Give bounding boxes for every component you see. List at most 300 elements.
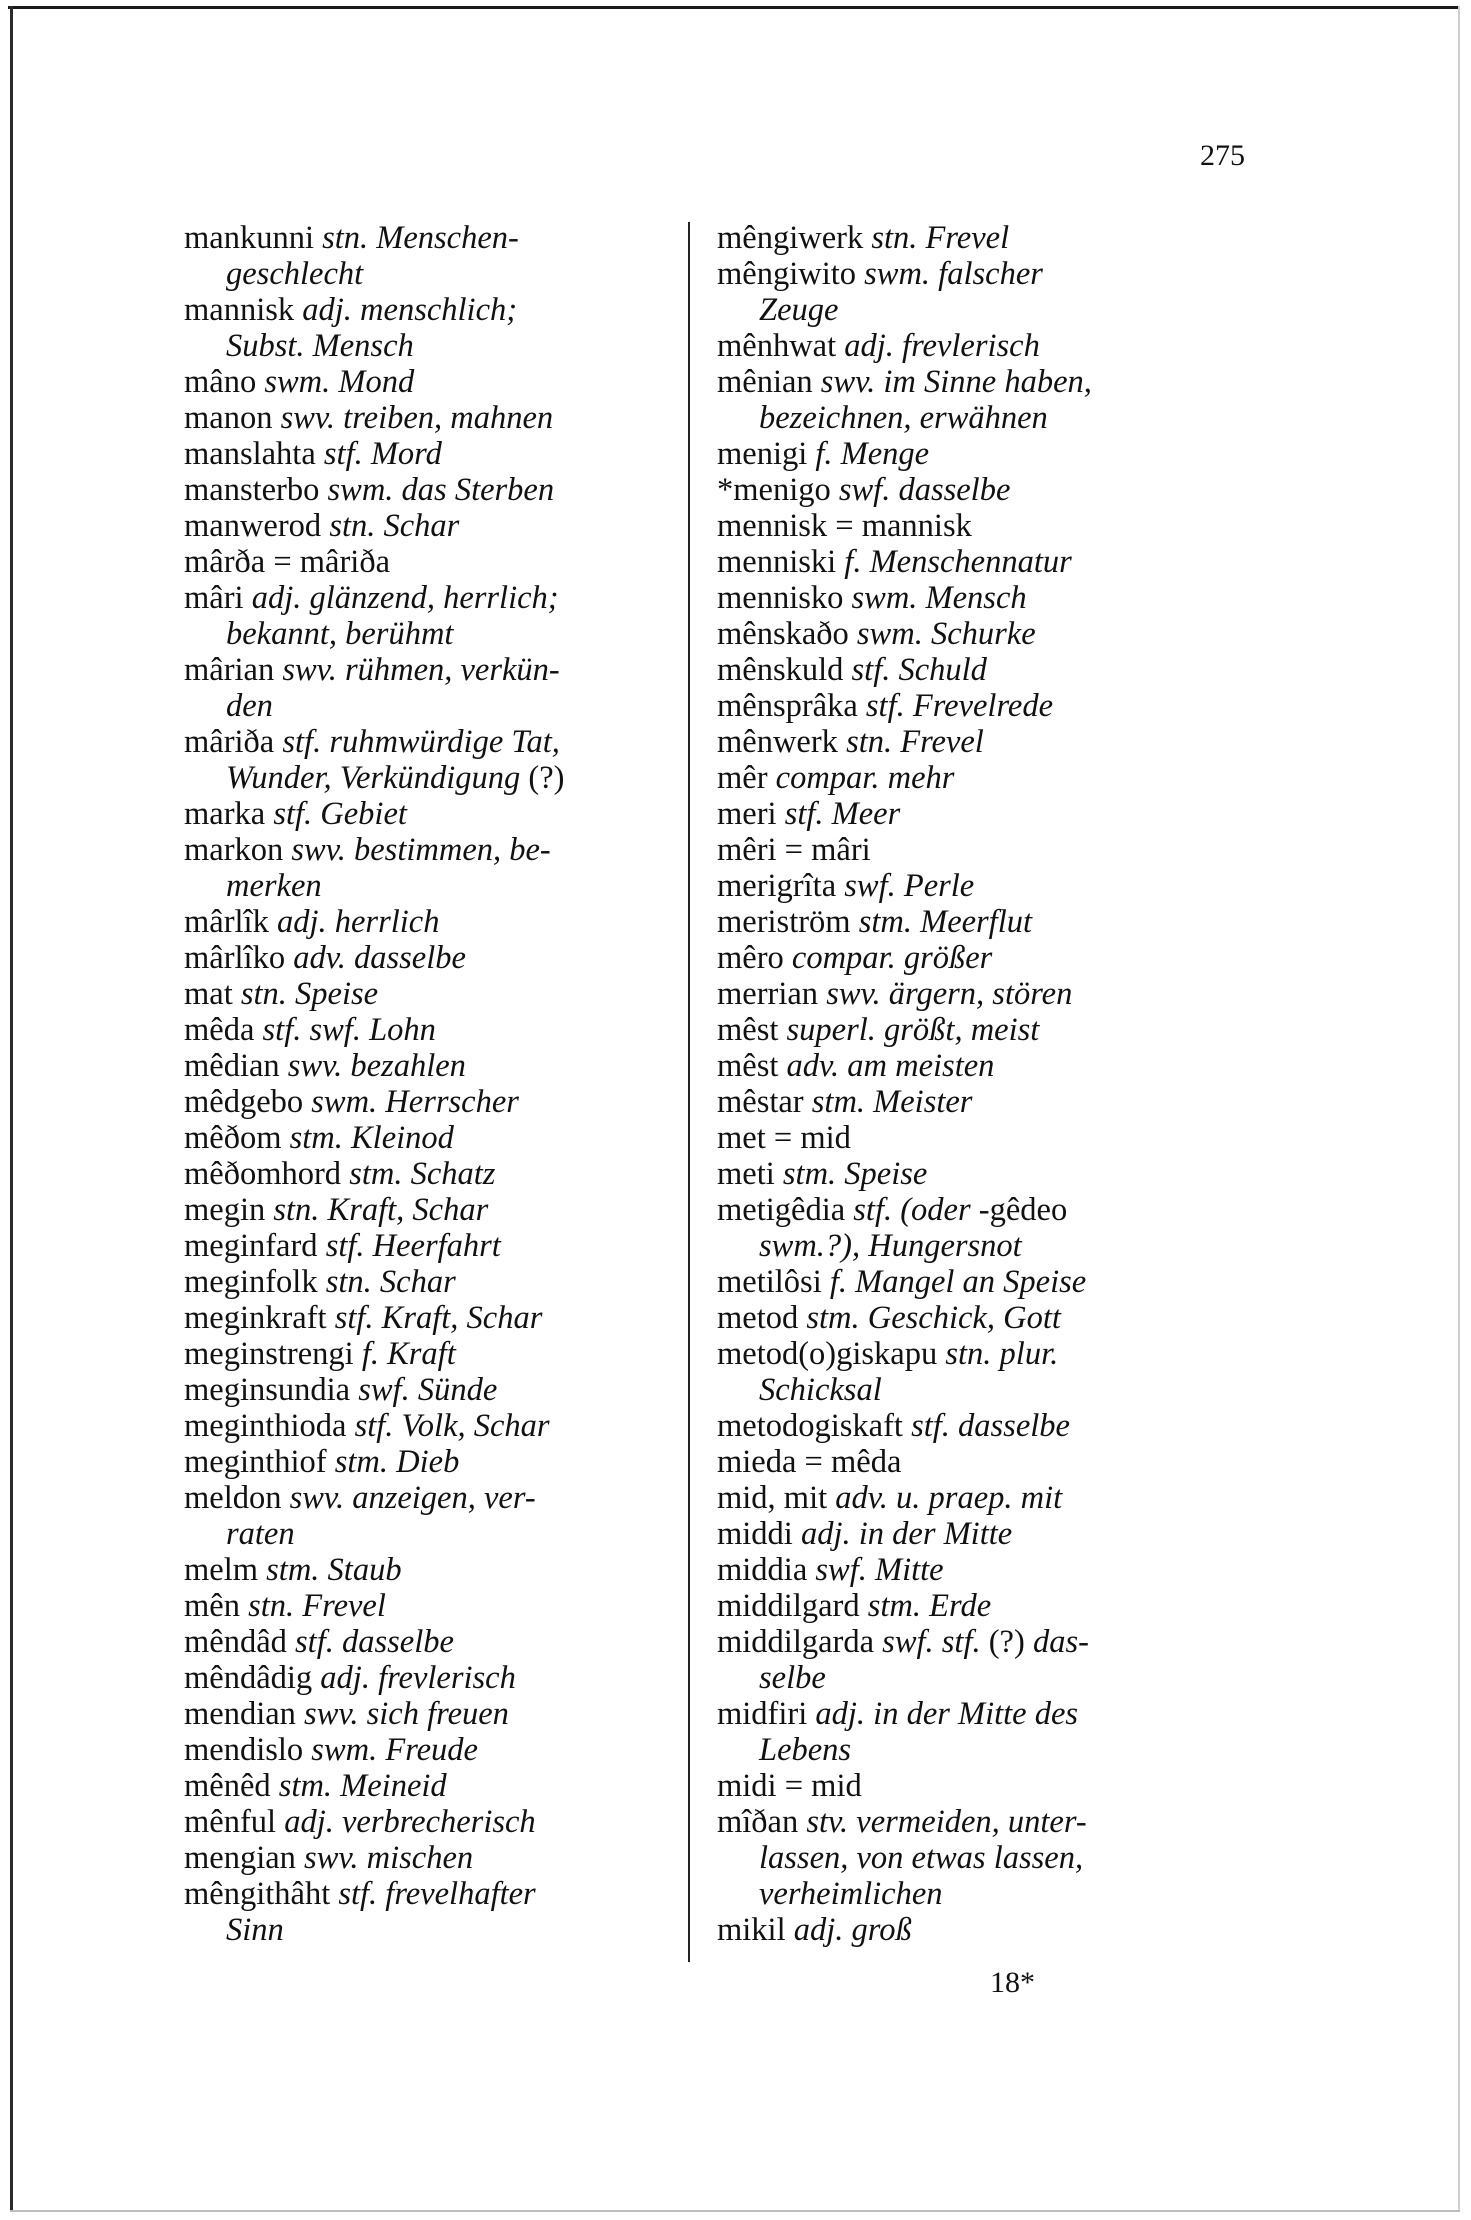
entry-line [717,1912,912,1948]
entry-headword: mârlîk [184,904,277,940]
entry-line [717,220,1009,256]
entry-line [717,1156,927,1192]
entry-line [184,1012,436,1048]
entry-headword: mênskaðo [717,616,857,652]
entry-headword: megin [184,1192,274,1228]
entry-headword: mêr [717,760,776,796]
entry-headword: metilôsi [717,1264,830,1300]
entry-line [717,436,929,472]
entry-continuation [717,1876,1217,1912]
entry-gloss: selbe [759,1660,826,1696]
entry-headword: mêdian [184,1048,288,1084]
entry-line [717,652,987,688]
dictionary-entry [717,1408,1217,1444]
entry-headword: mêdgebo [184,1084,312,1120]
entry-headword: mênwerk [717,724,847,760]
entry-gloss: swv. mischen [304,1840,474,1876]
entry-line [184,1336,456,1372]
dictionary-entry [717,1120,1217,1156]
entry-headword: mênian [717,364,821,400]
entry-line [717,1552,944,1588]
dictionary-entry [717,580,1217,616]
entry-headword: middilgard [717,1588,868,1624]
entry-line [184,1408,550,1444]
entry-headword: mêndâdig [184,1660,321,1696]
entry-headword: meginthiof [184,1444,335,1480]
entry-line [717,688,1053,724]
entry-line [717,1408,1070,1444]
entry-line [184,796,407,832]
entry-gloss: stf. Gebiet [273,796,407,832]
dictionary-entry [184,832,679,904]
entry-gloss: swv. ärgern, stören [826,976,1073,1012]
dictionary-entry [184,796,679,832]
entry-gloss: swm. das Sterben [327,472,555,508]
page-edge-left [10,6,13,2211]
dictionary-entry [717,544,1217,580]
dictionary-entry [717,1084,1217,1120]
entry-headword: markon [184,832,292,868]
entry-line [717,724,984,760]
entry-gloss: stm. Meister [811,1084,973,1120]
entry-line [184,436,442,472]
entry-headword: middia [717,1552,816,1588]
entry-gloss: adj. herrlich [276,904,440,940]
entry-line [717,616,1036,652]
entry-headword: mêda [184,1012,263,1048]
entry-line [184,220,519,256]
entry-gloss: stf. dasselbe [911,1408,1070,1444]
entry-gloss: stf. Volk, Schar [354,1408,550,1444]
entry-headword: metigêdia [717,1192,854,1228]
entry-headword: metod(o)giskapu [717,1336,946,1372]
entry-gloss: stf. ruhmwürdige Tat, [282,724,560,760]
entry-gloss: swv. bestimmen, be- [291,832,551,868]
entry-line [717,1444,901,1480]
left-column [184,220,679,1948]
dictionary-entry [184,1372,679,1408]
entry-headword: mid, mit [717,1480,836,1516]
entry-gloss: stn. Speise [240,976,379,1012]
dictionary-entry [184,1156,679,1192]
dictionary-entry [184,1804,679,1840]
entry-gloss: stn. Menschen- [322,220,519,256]
entry-line [717,508,972,544]
entry-gloss: swf. stf. [882,1624,981,1660]
entry-headword: mênful [184,1804,285,1840]
dictionary-entry [184,1300,679,1336]
entry-line [184,832,551,868]
entry-headword: mat [184,976,241,1012]
entry-gloss: swm. Freude [311,1732,478,1768]
entry-headword: merrian [717,976,827,1012]
entry-gloss: verheimlichen [759,1876,943,1912]
entry-continuation [184,868,679,904]
entry-line [717,1804,1087,1840]
dictionary-entry [717,220,1217,256]
dictionary-entry [717,1444,1217,1480]
entry-headword: mênsprâka [717,688,866,724]
dictionary-entry [717,1264,1217,1300]
entry-gloss: stm. Meerflut [858,904,1033,940]
entry-gloss: adj. menschlich; [302,292,518,328]
entry-headword: mêngiwerk [717,220,872,256]
entry-line [184,508,459,544]
dictionary-entry [717,1588,1217,1624]
entry-gloss: stv. vermeiden, unter- [806,1804,1087,1840]
dictionary-entry [184,544,679,580]
entry-line [184,544,390,580]
entry-line [184,1480,536,1516]
entry-continuation [717,292,1217,328]
entry-headword: mêndâd [184,1624,296,1660]
entry-gloss: swm. Herrscher [311,1084,519,1120]
entry-line [184,976,378,1012]
entry-gloss: compar. größer [791,940,993,976]
entry-gloss: stf. dasselbe [295,1624,454,1660]
entry-line [184,1552,402,1588]
entry-line [717,1012,1039,1048]
dictionary-entry [717,1552,1217,1588]
entry-line [184,1264,456,1300]
entry-gloss: den [226,688,273,724]
page-edge-bottom [10,2210,1460,2212]
dictionary-entry [717,832,1217,868]
entry-headword: mârian [184,652,283,688]
entry-line [717,1336,1058,1372]
entry-gloss: swm. falscher [864,256,1043,292]
entry-headword: *menigo [717,472,839,508]
dictionary-entry [717,508,1217,544]
entry-gloss: stm. Geschick, Gott [806,1300,1061,1336]
entry-line [717,1192,1067,1228]
entry-gloss: stn. plur. [945,1336,1059,1372]
dictionary-entry [717,1192,1217,1264]
entry-gloss: adj. in der Mitte [800,1516,1013,1552]
entry-line [184,1840,473,1876]
dictionary-entry [184,652,679,724]
entry-gloss: swv. rühmen, verkün- [282,652,560,688]
dictionary-entry [717,472,1217,508]
entry-gloss: stf. swf. Lohn [262,1012,436,1048]
dictionary-entry [184,1192,679,1228]
entry-continuation [717,1372,1217,1408]
entry-headword: melm [184,1552,267,1588]
entry-gloss: swm. Mond [264,364,415,400]
entry-headword: mieda = mêda [717,1444,902,1480]
entry-continuation [184,616,679,652]
dictionary-entry [184,940,679,976]
dictionary-entry [184,1012,679,1048]
entry-headword: mârða = mâriða [184,544,391,580]
entry-line [184,724,560,760]
entry-headword: midi = mid [717,1768,862,1804]
entry-continuation [184,760,679,796]
entry-headword: manon [184,400,281,436]
entry-line [184,1444,459,1480]
dictionary-entry [184,1660,679,1696]
entry-gloss: f. Mangel an Speise [829,1264,1087,1300]
entry-line [717,544,1072,580]
entry-line [184,472,554,508]
entry-headword: meginfard [184,1228,326,1264]
dictionary-entry [717,688,1217,724]
entry-line [717,472,1010,508]
entry-line [717,940,992,976]
entry-gloss: stn. Frevel [248,1588,386,1624]
entry-headword: mâno [184,364,265,400]
dictionary-entry [184,1084,679,1120]
dictionary-entry [717,616,1217,652]
dictionary-entry [184,1624,679,1660]
entry-headword: mîðan [717,1804,807,1840]
entry-line [184,1084,519,1120]
entry-gloss: stm. Schatz [349,1156,496,1192]
entry-gloss: stm. Dieb [334,1444,460,1480]
entry-headword: manslahta [184,436,324,472]
dictionary-entry [717,940,1217,976]
dictionary-entry [184,1696,679,1732]
entry-gloss: stf. Schuld [851,652,987,688]
entry-gloss: bekannt, berühmt [226,616,454,652]
dictionary-entry [717,652,1217,688]
entry-gloss: adj. glänzend, herrlich; [251,580,559,616]
dictionary-entry [717,1624,1217,1696]
entry-headword: mennisk = mannisk [717,508,972,544]
entry-gloss: swm.?), Hungersnot [759,1228,1022,1264]
entry-continuation [717,1660,1217,1696]
dictionary-entry [717,436,1217,472]
entry-text: (?) [980,1624,1033,1660]
entry-headword: middilgarda [717,1624,883,1660]
dictionary-entry [184,724,679,796]
dictionary-entry [184,1876,679,1948]
entry-headword: menniski [717,544,845,580]
entry-headword: mengian [184,1840,305,1876]
entry-gloss: adj. verbrecherisch [284,1804,536,1840]
dictionary-entry [184,364,679,400]
entry-line [717,904,1032,940]
dictionary-entry [184,1444,679,1480]
entry-gloss: compar. mehr [775,760,955,796]
entry-line [717,364,1092,400]
entry-headword: mênhwat [717,328,845,364]
entry-line [184,1372,497,1408]
entry-gloss: swv. anzeigen, ver- [289,1480,536,1516]
entry-headword: metod [717,1300,807,1336]
entry-line [184,1156,495,1192]
dictionary-entry [184,508,679,544]
entry-gloss: stn. Frevel [846,724,984,760]
entry-line [717,1516,1012,1552]
entry-line [184,1804,536,1840]
entry-headword: mêst [717,1012,787,1048]
entry-gloss: stn. Schar [329,508,460,544]
entry-gloss: swm. Schurke [856,616,1036,652]
entry-headword: mênêd [184,1768,279,1804]
dictionary-entry [184,1264,679,1300]
entry-headword: meginsundia [184,1372,359,1408]
entry-gloss: f. Menschennatur [844,544,1072,580]
dictionary-entry [184,1336,679,1372]
page-edge-right [1458,6,1460,2211]
entry-gloss: stm. Staub [266,1552,402,1588]
entry-line [184,400,553,436]
entry-headword: mennisko [717,580,852,616]
entry-headword: merigrîta [717,868,845,904]
entry-line [184,1768,447,1804]
entry-gloss: adv. dasselbe [293,940,466,976]
dictionary-entry [717,364,1217,436]
dictionary-entry [717,256,1217,328]
dictionary-entry [184,1408,679,1444]
dictionary-entry [184,436,679,472]
entry-headword: mênskuld [717,652,852,688]
entry-continuation [717,400,1217,436]
entry-continuation [717,1228,1217,1264]
entry-headword: mendian [184,1696,305,1732]
dictionary-entry [184,976,679,1012]
column-divider [688,222,690,1962]
entry-gloss: stn. Kraft, Schar [273,1192,489,1228]
dictionary-entry [717,1516,1217,1552]
dictionary-entry [717,1480,1217,1516]
entry-headword: metodogiskaft [717,1408,912,1444]
dictionary-entry [184,580,679,652]
entry-line [184,1192,488,1228]
entry-gloss: Schicksal [759,1372,882,1408]
entry-gloss: adj. groß [793,1912,912,1948]
entry-gloss: stf. Meer [784,796,901,832]
dictionary-entry [184,472,679,508]
dictionary-entry [184,1480,679,1552]
dictionary-entry [184,1588,679,1624]
entry-gloss: swf. dasselbe [838,472,1011,508]
entry-line [184,580,559,616]
entry-headword: mêstar [717,1084,812,1120]
entry-headword: middi [717,1516,801,1552]
entry-continuation [717,1732,1217,1768]
entry-line [717,1624,1089,1660]
dictionary-entry [184,400,679,436]
entry-gloss: adj. frevlerisch [320,1660,516,1696]
entry-line [717,256,1043,292]
entry-gloss: swv. bezahlen [287,1048,466,1084]
entry-gloss: Subst. Mensch [226,328,414,364]
entry-line [717,760,954,796]
dictionary-entry [717,1696,1217,1768]
entry-line [184,1120,454,1156]
entry-headword: meginfolk [184,1264,326,1300]
dictionary-entry [184,1228,679,1264]
dictionary-entry [184,1552,679,1588]
entry-line [184,1696,509,1732]
dictionary-entry [717,976,1217,1012]
dictionary-entry [717,328,1217,364]
entry-gloss: stn. Schar [325,1264,456,1300]
entry-line [717,1300,1061,1336]
dictionary-entry [717,724,1217,760]
entry-line [717,832,871,868]
entry-headword: mannisk [184,292,303,328]
entry-headword: meldon [184,1480,290,1516]
dictionary-entry [717,1768,1217,1804]
dictionary-entry [717,1012,1217,1048]
entry-gloss: bezeichnen, erwähnen [759,400,1048,436]
entry-line [184,904,439,940]
entry-line [184,1228,501,1264]
dictionary-entry [717,1336,1217,1408]
entry-gloss: stm. Meineid [278,1768,447,1804]
entry-line [717,868,974,904]
entry-gloss: stf. Mord [323,436,442,472]
entry-line [717,1264,1086,1300]
entry-line [717,1696,1078,1732]
entry-headword: mâriða [184,724,283,760]
entry-line [184,1624,454,1660]
entry-gloss: superl. größt, meist [786,1012,1040,1048]
entry-gloss: swf. Perle [844,868,975,904]
entry-headword: mêðomhord [184,1156,350,1192]
entry-line [184,940,466,976]
entry-gloss: merken [226,868,322,904]
entry-gloss: swv. im Sinne haben, [820,364,1092,400]
entry-line [184,1660,516,1696]
dictionary-entry [717,904,1217,940]
entry-gloss: swv. treiben, mahnen [280,400,554,436]
entry-headword: mên [184,1588,249,1624]
entry-gloss: stm. Speise [782,1156,928,1192]
entry-headword: mendislo [184,1732,312,1768]
dictionary-entry [184,292,679,364]
entry-continuation [184,1912,679,1948]
dictionary-entry [717,1804,1217,1912]
entry-line [184,364,414,400]
page-edge-top [8,6,1460,9]
entry-headword: midfiri [717,1696,816,1732]
entry-continuation [184,328,679,364]
entry-gloss: stf. frevelhafter [338,1876,536,1912]
entry-headword: mikil [717,1912,794,1948]
entry-gloss: f. Kraft [361,1336,456,1372]
entry-line [184,1048,466,1084]
dictionary-entry [184,904,679,940]
signature-mark: 18* [990,1966,1035,1999]
entry-headword: meginstrengi [184,1336,362,1372]
entry-headword: mâri [184,580,252,616]
dictionary-entry [717,868,1217,904]
entry-headword: met = mid [717,1120,851,1156]
entry-gloss: Wunder, Verkündigung [226,760,521,796]
entry-line [717,976,1072,1012]
entry-gloss: swv. sich freuen [304,1696,509,1732]
entry-line [184,1732,478,1768]
entry-gloss: geschlecht [226,256,364,292]
entry-gloss: Sinn [226,1912,284,1948]
dictionary-entry [184,220,679,292]
entry-line [184,1876,536,1912]
entry-text: -gêdeo [970,1192,1068,1228]
entry-continuation [184,688,679,724]
entry-gloss: das- [1032,1624,1089,1660]
entry-headword: mêst [717,1048,787,1084]
page-number: 275 [1200,139,1245,172]
entry-line [184,292,517,328]
entry-line [717,796,900,832]
entry-headword: marka [184,796,274,832]
entry-gloss: stm. Erde [867,1588,992,1624]
entry-headword: mârlîko [184,940,294,976]
